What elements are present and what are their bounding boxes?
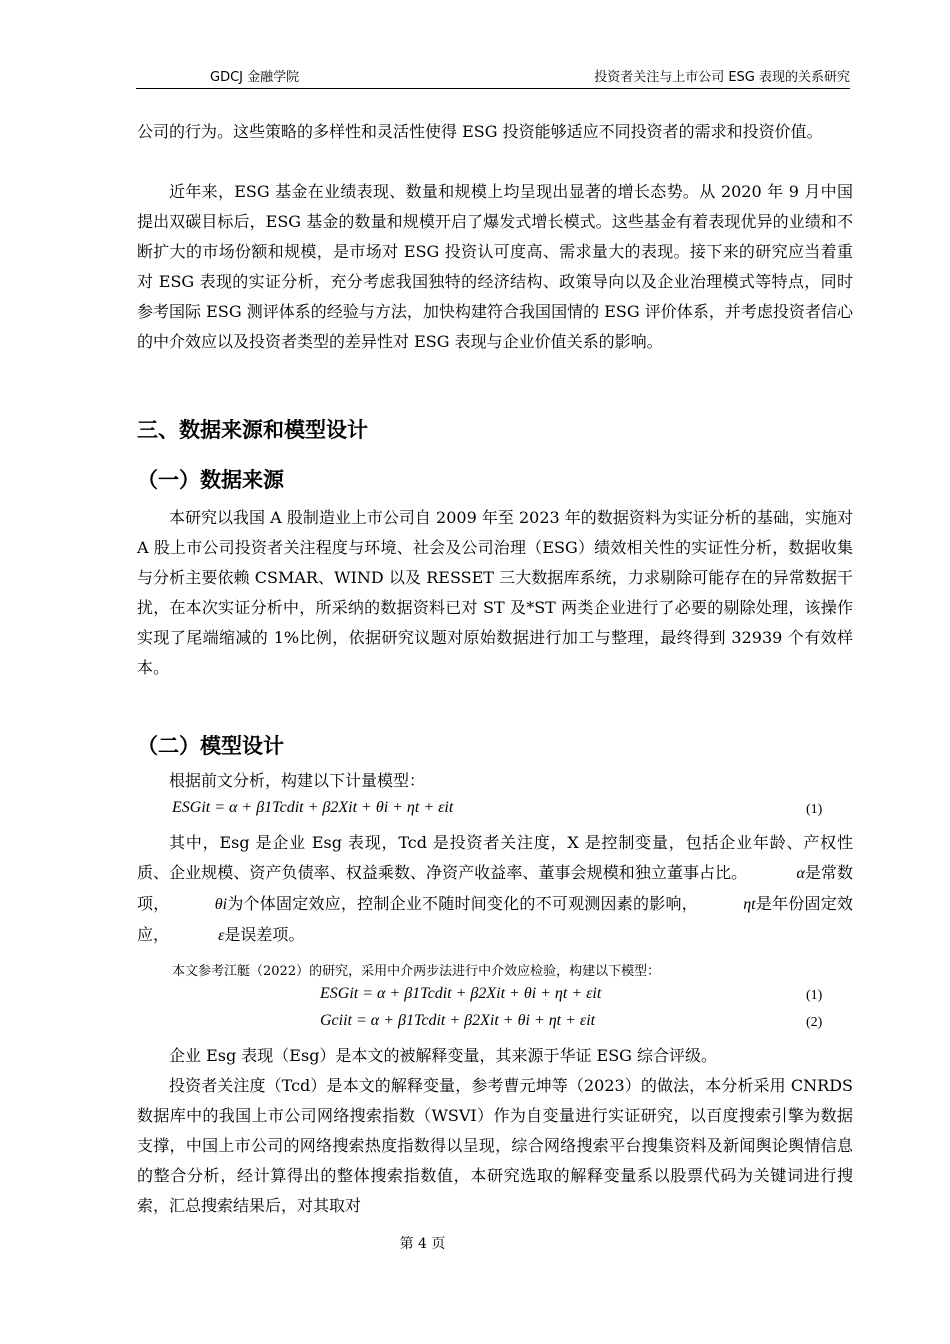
paragraph-variables	[137, 828, 853, 951]
theta-symbol: θi	[214, 896, 228, 913]
page-footer	[0, 1233, 950, 1253]
header-divider	[136, 88, 850, 89]
running-header-right: 投资者关注与上市公司 ESG 表现的关系研究	[594, 70, 850, 85]
alpha-symbol: α	[796, 865, 805, 882]
equation-2-number: (1)	[806, 988, 823, 1003]
section-heading: 三、数据来源和模型设计	[137, 418, 368, 442]
paragraph-esg-funds: 近年来，ESG 基金在业绩表现、数量和规模上均呈现出显著的增长态势。从 2020 年 9 月中国提出双碳目标后，ESG 基金的数量和规模开启了爆发式增长模式。这些基金有着表现优异的业绩和不断扩大的市场份额和规模，是市场对 ESG 投资认可度高、需求量大的表现。接下来的研究应当着重对 ESG 表现的实证分析，充分考虑我国独特的经济结构、政策导向以及企业治理模式等特点，同时参考国际 ESG 测评体系的经验与方法，加快构建符合我国国情的 ESG 评价体系，并考虑投资者信心的中介效应以及投资者类型的差异性对 ESG 表现与企业价值关系的影响。	[137, 182, 853, 351]
page-number: 第 4 页	[399, 1236, 446, 1252]
epsilon-symbol: ε	[218, 927, 225, 944]
running-header-left: GDCJ 金融学院	[210, 70, 300, 85]
paragraph-esg-strategy: 公司的行为。这些策略的多样性和灵活性使得 ESG 投资能够适应不同投资者的需求和投资价值。	[137, 122, 823, 141]
epsilon-description: 是误差项。	[224, 925, 305, 944]
paragraph-mediation: 本文参考江艇（2022）的研究，采用中介两步法进行中介效应检验，构建以下模型：	[172, 964, 661, 979]
equation-1-number: (1)	[806, 802, 823, 817]
eta-description: 是年份固定效应，	[137, 894, 853, 944]
theta-description: 为个体固定效应，控制企业不随时间变化的不可观测因素的影响，	[227, 894, 698, 913]
equation-3: Gciit = α + β1Tcdit + β2Xit + θi + ηt + εit	[320, 1012, 596, 1029]
paragraph-dependent-variable: 企业 Esg 表现（Esg）是本文的被解释变量，其来源于华证 ESG 综合评级。	[169, 1046, 718, 1065]
eta-symbol: ηt	[743, 896, 756, 913]
paragraph-model-intro: 根据前文分析，构建以下计量模型：	[169, 771, 426, 790]
paragraph-data-source: 本研究以我国 A 股制造业上市公司自 2009 年至 2023 年的数据资料为实证分析的基础，实施对 A 股上市公司投资者关注程度与环境、社会及公司治理（ESG）绩效相关性的实证性分析，数据收集与分析主要依赖 CSMAR、WIND 以及 RESSET 三大数据库系统，力求剔除可能存在的异常数据干扰，在本次实证分析中，所采纳的数据资料已对 ST 及*ST 两类企业进行了必要的剔除处理，该操作实现了尾端缩减的 1%比例，依据研究议题对原始数据进行加工与整理，最终得到 32939 个有效样本。	[137, 508, 853, 677]
subsection-heading-data-source: （一）数据来源	[137, 468, 284, 492]
variables-text: 其中，Esg 是企业 Esg 表现，Tcd 是投资者关注度，X 是控制变量，包括企业年龄、产权性质、企业规模、资产负债率、权益乘数、净资产收益率、董事会规模和独立董事占比。	[137, 833, 853, 882]
subsection-heading-model-design: （二）模型设计	[137, 734, 284, 758]
alpha-description: 是常数项，	[137, 863, 853, 913]
equation-1: ESGit = α + β1Tcdit + β2Xit + θi + ηt + εit	[172, 799, 454, 816]
equation-3-number: (2)	[806, 1015, 823, 1030]
equation-2: ESGit = α + β1Tcdit + β2Xit + θi + ηt + εit	[320, 985, 602, 1002]
paragraph-independent-variable: 投资者关注度（Tcd）是本文的解释变量，参考曹元坤等（2023）的做法，本分析采用 CNRDS 数据库中的我国上市公司网络搜索指数（WSVI）作为自变量进行实证研究，以百度搜索引擎为数据支撑，中国上市公司的网络搜索热度指数得以呈现，综合网络搜索平台搜集资料及新闻舆论舆情信息的整合分析，经计算得出的整体搜索指数值，本研究选取的解释变量系以股票代码为关键词进行搜索，汇总搜索结果后，对其取对	[137, 1076, 853, 1215]
